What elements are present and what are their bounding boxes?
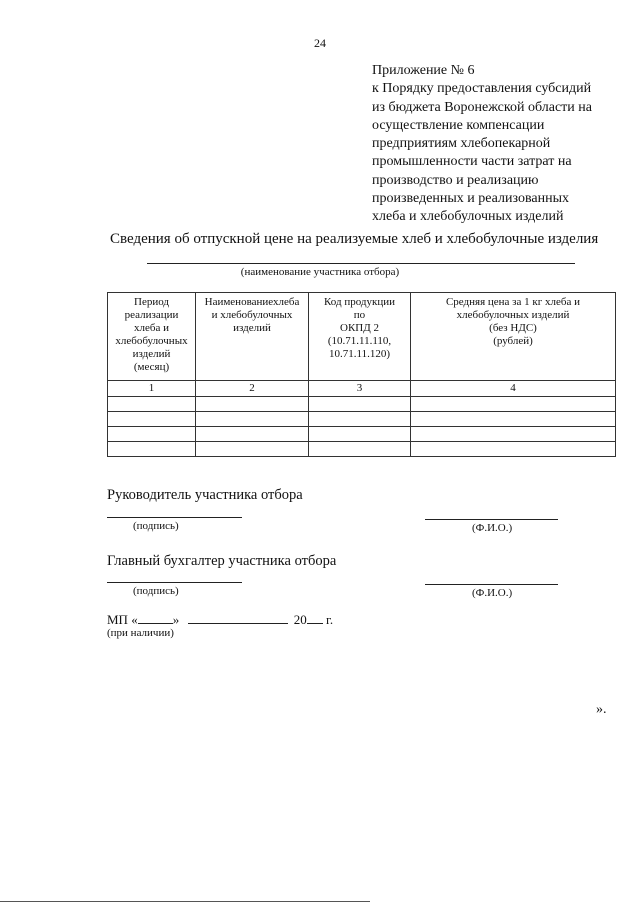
column-number: 1 <box>108 381 196 397</box>
table-cell[interactable] <box>411 427 616 442</box>
table-row <box>108 427 616 442</box>
accountant-signature-line[interactable] <box>107 582 242 583</box>
appendix-line: предприятиям хлебопекарной <box>372 136 551 152</box>
header-product-code-text: Код продукции по ОКПД 2 (10.71.11.110, 10.71.11.120) <box>324 296 395 360</box>
page-number: 24 <box>314 36 326 50</box>
table-cell[interactable] <box>196 427 309 442</box>
participant-name-line <box>147 263 575 264</box>
appendix-line: произведенных и реализованных <box>372 191 569 207</box>
table-cell[interactable] <box>108 412 196 427</box>
head-fio-caption: (Ф.И.О.) <box>472 522 513 534</box>
table-cell[interactable] <box>108 442 196 457</box>
header-product-code <box>309 293 411 381</box>
accountant-fio-line[interactable] <box>425 584 558 585</box>
header-average-price-text: Средняя цена за 1 кг хлеба и хлебобулочных изделий (без НДС) (рублей) <box>445 296 581 347</box>
form-title: Сведения об отпускной цене на реализуемые хлеб и хлебобулочные изделия <box>110 231 599 247</box>
appendix-heading <box>372 62 622 227</box>
header-period <box>108 293 196 381</box>
appendix-line: промышленности части затрат на <box>372 154 572 170</box>
head-signature-caption: (подпись) <box>133 520 179 532</box>
head-fio-line[interactable] <box>425 519 558 520</box>
table-cell[interactable] <box>196 442 309 457</box>
date-month-blank[interactable] <box>188 611 288 624</box>
price-table <box>107 292 616 457</box>
date-day-blank[interactable] <box>138 611 173 624</box>
header-average-price <box>411 293 616 381</box>
year-suffix: г. <box>325 612 334 627</box>
appendix-line: из бюджета Воронежской области на <box>372 99 592 115</box>
appendix-line: к Порядку предоставления субсидий <box>372 81 592 97</box>
year-prefix: 20 <box>293 612 307 627</box>
table-cell[interactable] <box>309 442 411 457</box>
stamp-date-row <box>107 611 333 628</box>
table-header-row <box>108 293 616 381</box>
footer-rule <box>0 901 370 902</box>
appendix-line: хлеба и хлебобулочных изделий <box>372 209 564 225</box>
closing-quote-mark: ». <box>596 702 607 717</box>
table-cell[interactable] <box>411 412 616 427</box>
appendix-line: Приложение № 6 <box>372 63 475 78</box>
table-cell[interactable] <box>309 427 411 442</box>
stamp-quote-close: » <box>172 612 180 627</box>
participant-name-caption: (наименование участника отбора) <box>240 266 400 278</box>
appendix-line: производство и реализацию <box>372 172 539 188</box>
table-cell[interactable] <box>411 397 616 412</box>
column-number: 2 <box>196 381 309 397</box>
table-cell[interactable] <box>411 442 616 457</box>
column-number: 4 <box>411 381 616 397</box>
accountant-fio-caption: (Ф.И.О.) <box>472 587 513 599</box>
header-product-name <box>196 293 309 381</box>
header-period-text: Период реализации хлеба и хлебобулочных изделий (месяц) <box>115 296 188 373</box>
header-product-name-text: Наименованиехлеба и хлебобулочных изделий <box>204 296 300 334</box>
date-year-blank[interactable] <box>307 611 323 624</box>
stamp-note: (при наличии) <box>107 627 174 639</box>
table-number-row <box>108 381 616 397</box>
table-row <box>108 442 616 457</box>
table-row <box>108 412 616 427</box>
column-number: 3 <box>309 381 411 397</box>
table-cell[interactable] <box>309 397 411 412</box>
table-cell[interactable] <box>196 412 309 427</box>
accountant-signature-title: Главный бухгалтер участника отбора <box>107 553 337 569</box>
stamp-label: МП « <box>107 612 138 627</box>
accountant-signature-caption: (подпись) <box>133 585 179 597</box>
table-cell[interactable] <box>108 427 196 442</box>
appendix-line: осуществление компенсации <box>372 117 545 133</box>
table-cell[interactable] <box>309 412 411 427</box>
table-row <box>108 397 616 412</box>
table-cell[interactable] <box>108 397 196 412</box>
head-signature-title: Руководитель участника отбора <box>107 487 303 503</box>
table-cell[interactable] <box>196 397 309 412</box>
head-signature-line[interactable] <box>107 517 242 518</box>
